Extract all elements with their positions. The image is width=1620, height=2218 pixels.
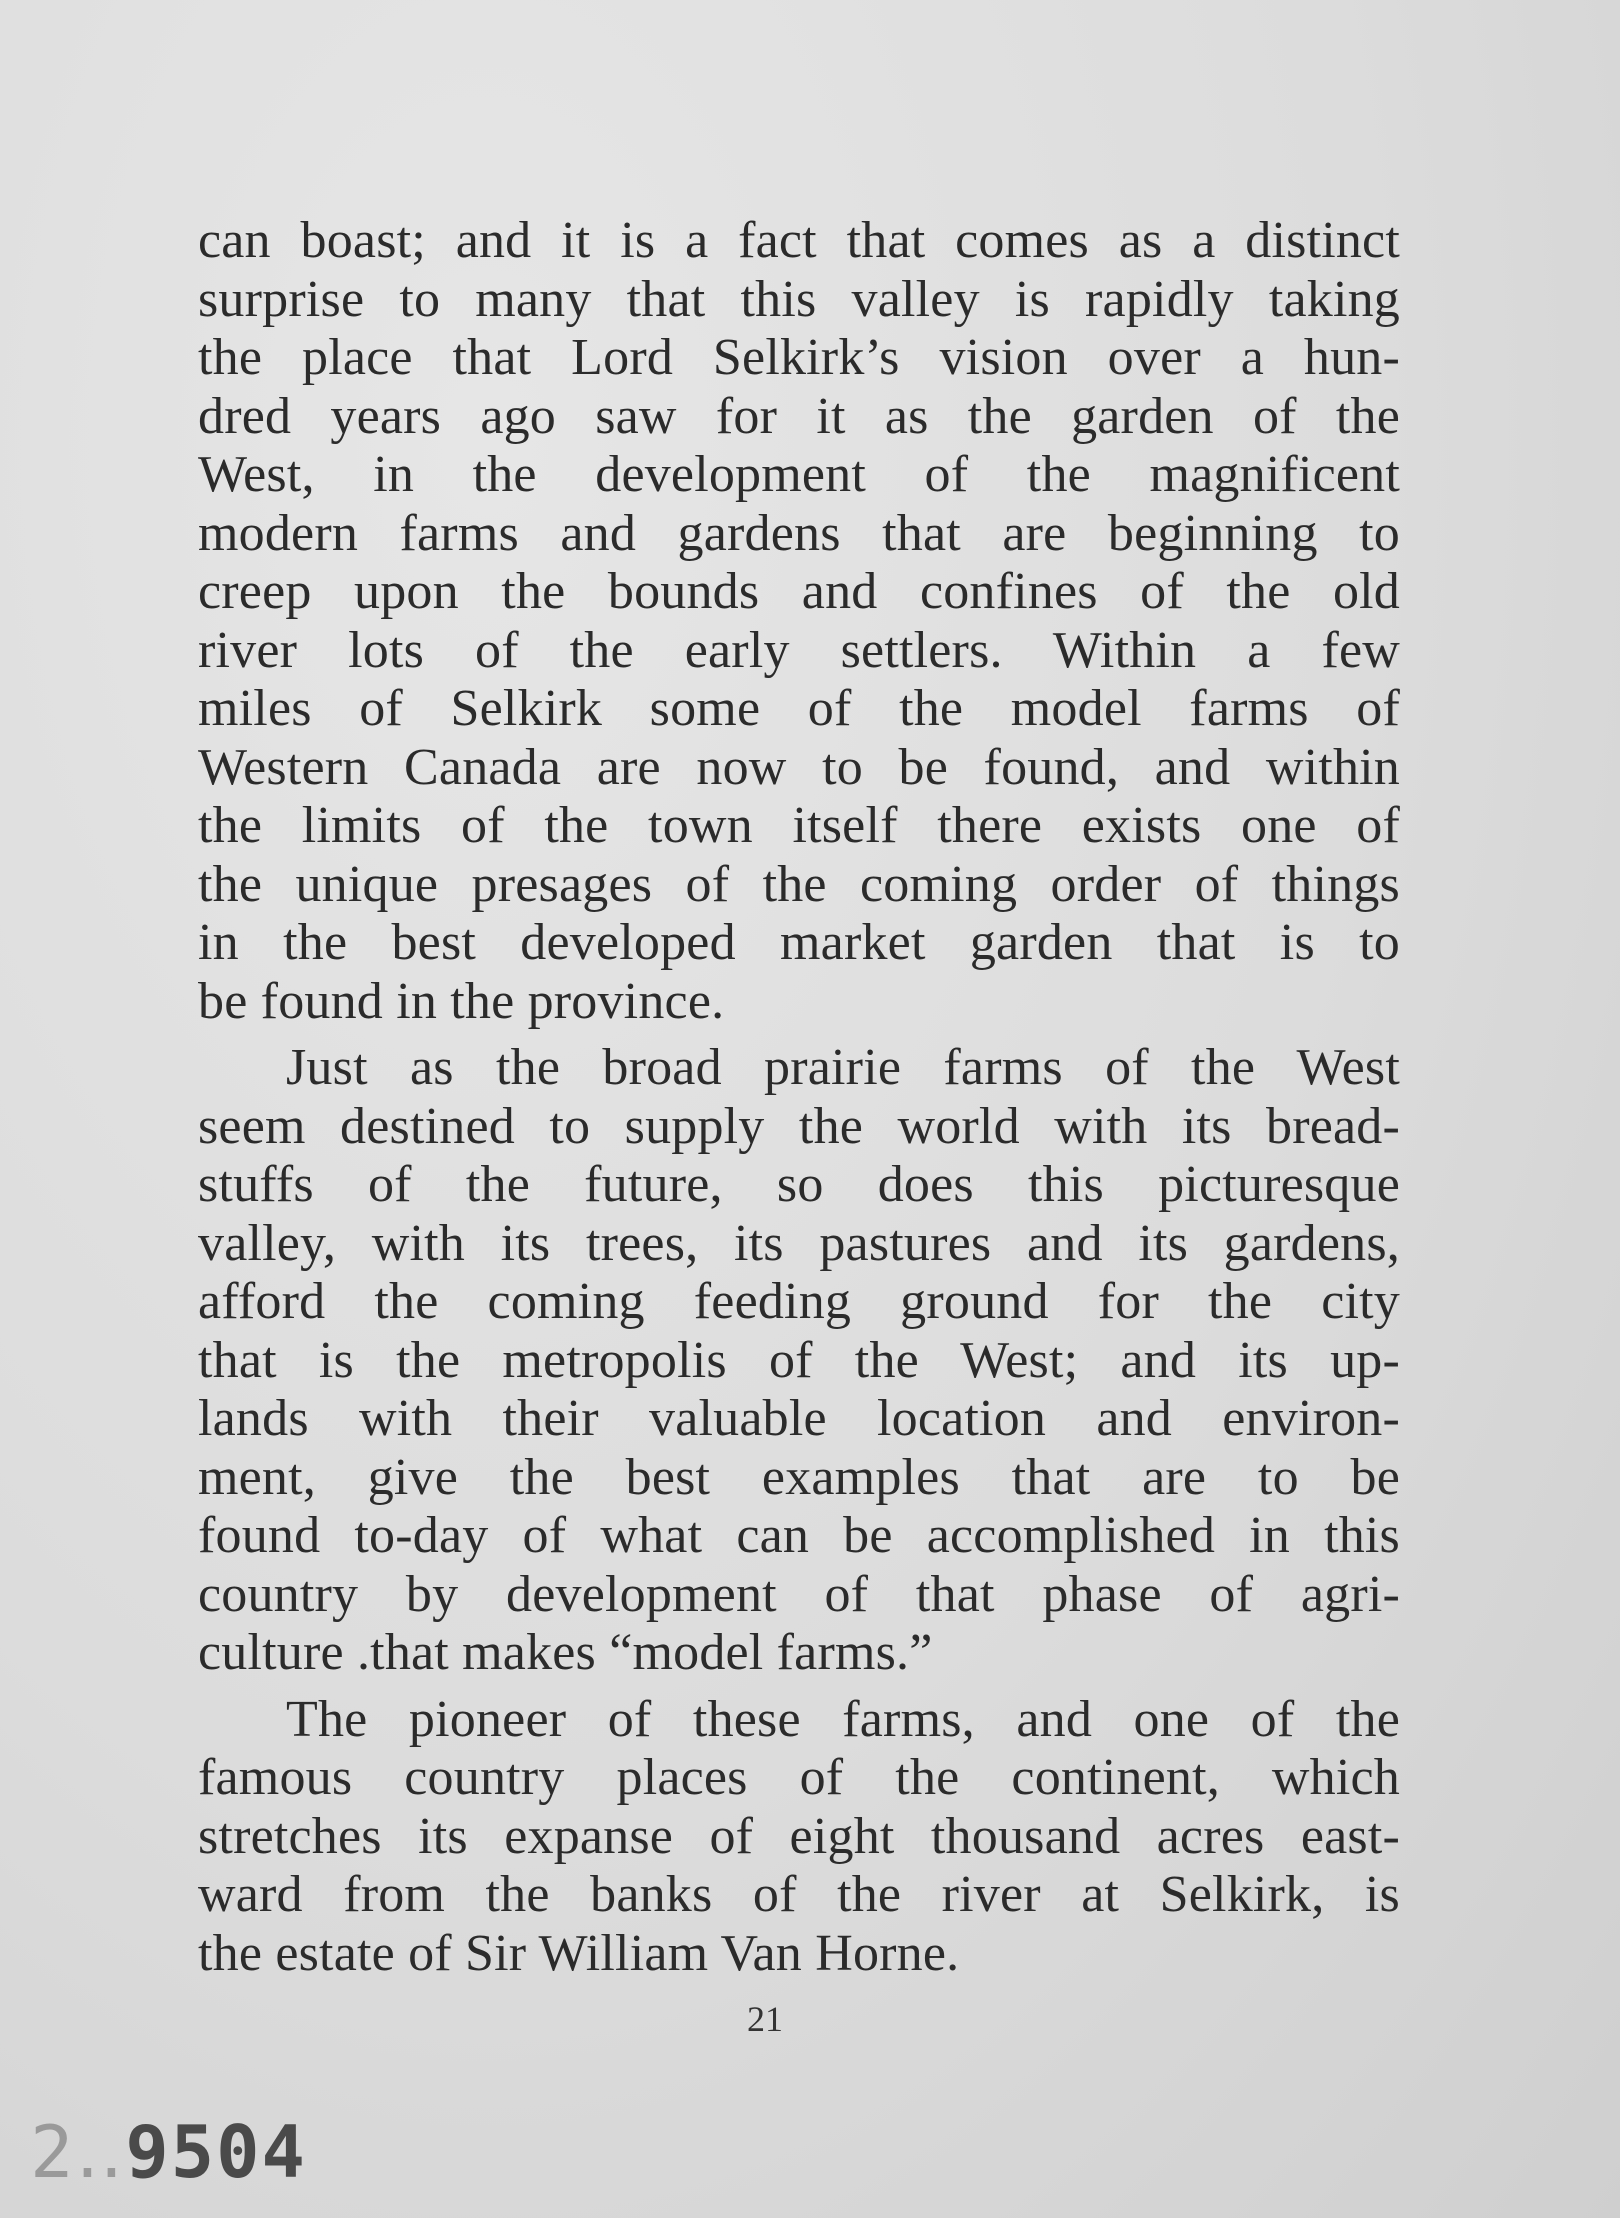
text-line: The pioneer of these farms, and one of the	[286, 1690, 1400, 1748]
text-line: famous country places of the continent, which	[198, 1749, 1400, 1806]
text-line: surprise to many that this valley is rapidly taking	[198, 270, 1400, 328]
paragraph-2	[198, 1039, 1400, 1683]
text-line: afford the coming feeding ground for the city	[198, 1273, 1400, 1330]
text-line: Just as the broad prairie farms of the West	[286, 1039, 1400, 1096]
text-line: country by development of that phase of agri-	[198, 1565, 1400, 1623]
text-line: ment, give the best examples that are to be	[198, 1448, 1400, 1506]
text-line: the unique presages of the coming order of things	[198, 855, 1400, 913]
text-line: can boast; and it is a fact that comes as a distinct	[198, 212, 1400, 269]
text-line: West, in the development of the magnificent	[198, 446, 1400, 503]
text-line: miles of Selkirk some of the model farms of	[198, 680, 1400, 737]
text-line: creep upon the bounds and confines of the old	[198, 563, 1400, 620]
paragraph-3	[198, 1691, 1400, 1984]
text-line: seem destined to supply the world with its bread-	[198, 1097, 1400, 1155]
text-line: stuffs of the future, so does this picturesque	[198, 1156, 1400, 1213]
text-line: ward from the banks of the river at Selkirk, is	[198, 1866, 1400, 1923]
page-number: 21	[747, 1999, 783, 2039]
text-line: river lots of the early settlers. Within a few	[198, 621, 1400, 679]
text-line: Western Canada are now to be found, and within	[198, 738, 1400, 796]
text-line: lands with their valuable location and environ-	[198, 1390, 1400, 1447]
text-line: stretches its expanse of eight thousand acres east-	[198, 1807, 1400, 1865]
text-line: be found in the province.	[198, 972, 725, 1030]
text-line: valley, with its trees, its pastures and its gardens,	[198, 1214, 1400, 1272]
text-line: that is the metropolis of the West; and its up-	[198, 1331, 1400, 1389]
text-line: in the best developed market garden that is to	[198, 914, 1400, 971]
paragraph-1	[198, 212, 1400, 1031]
text-line: dred years ago saw for it as the garden of the	[198, 387, 1400, 445]
text-line: modern farms and gardens that are beginning to	[198, 504, 1400, 562]
stamp-number: 9504	[125, 2110, 307, 2194]
text-line: the estate of Sir William Van Horne.	[198, 1924, 960, 1982]
text-line: culture .that makes “model farms.”	[198, 1624, 933, 1681]
text-line: the place that Lord Selkirk’s vision over a hun-	[198, 329, 1400, 386]
body-text	[198, 212, 1400, 1991]
stamp-faded-digits: 2‥	[30, 2110, 126, 2194]
text-line: the limits of the town itself there exists one of	[198, 797, 1400, 854]
catalog-stamp	[30, 2110, 307, 2194]
text-line: found to-day of what can be accomplished in this	[198, 1507, 1400, 1564]
